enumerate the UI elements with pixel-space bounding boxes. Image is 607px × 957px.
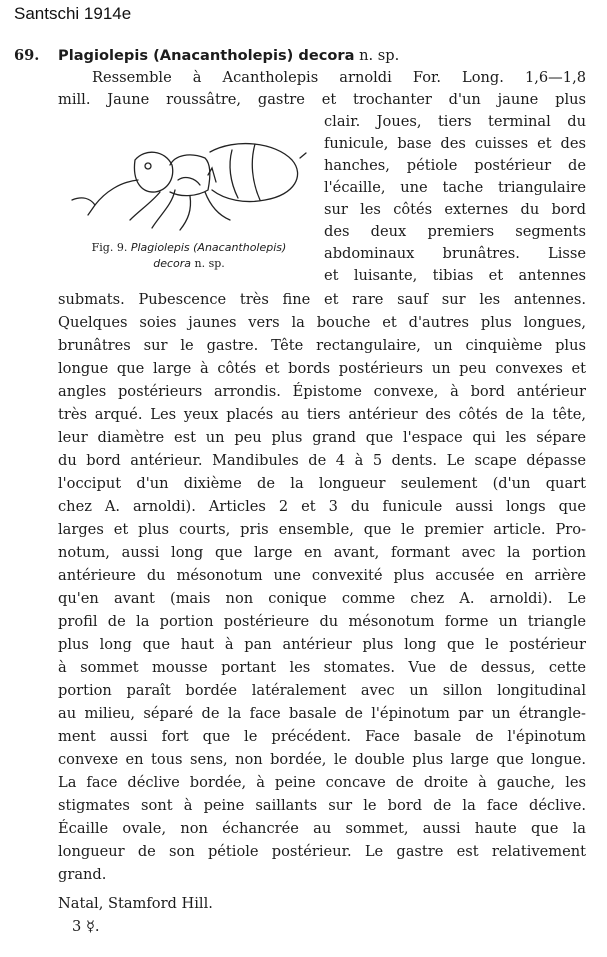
text-line: qu'en avant (mais non conique comme chez A. arnoldi). Le xyxy=(58,590,586,607)
text-line: convexe en tous sens, non bordée, le double plus large que longue. xyxy=(58,751,586,768)
text-line: et luisante, tibias et antennes xyxy=(324,267,586,284)
text-line: sur les côtés externes du bord xyxy=(324,201,586,218)
text-line: chez A. arnoldi). Articles 2 et 3 du funicule aussi longs que xyxy=(58,498,586,515)
text-line: brunâtres sur le gastre. Tête rectangulaire, un cinquième plus xyxy=(58,337,586,354)
text-line: très arqué. Les yeux placés au tiers antérieur des côtés de la tête, xyxy=(58,406,586,423)
text-line: notum, aussi long que large en avant, formant avec la portion xyxy=(58,544,586,561)
text-line: du bord antérieur. Mandibules de 4 à 5 dents. Le scape dépasse xyxy=(58,452,586,469)
text-line: ment aussi fort que le précédent. Face basale de l'épinotum xyxy=(58,728,586,745)
text-line: Écaille ovale, non échancrée au sommet, aussi haute que la xyxy=(58,820,586,837)
text-line: à sommet mousse portant les stomates. Vue de dessus, cette xyxy=(58,659,586,676)
figure-caption xyxy=(58,240,320,272)
text-line: angles postérieurs arrondis. Épistome convexe, à bord antérieur xyxy=(58,383,586,400)
entry-title xyxy=(58,47,399,64)
caption-genus: Plagiolepis (Anacantholepis) xyxy=(130,241,287,254)
text-line: clair. Joues, tiers terminal du xyxy=(324,113,586,130)
text-line: l'écaille, une tache triangulaire xyxy=(324,179,586,196)
species-status: n. sp. xyxy=(359,47,400,64)
text-line: l'occiput d'un dixième de la longueur seulement (d'un quart xyxy=(58,475,586,492)
caption-epithet: decora xyxy=(153,257,192,270)
text-line: leur diamètre est un peu plus grand que l'espace qui les sépare xyxy=(58,429,586,446)
text-line: mill. Jaune roussâtre, gastre et trochanter d'un jaune plus xyxy=(58,91,586,108)
text-line: au milieu, séparé de la face basale de l'épinotum par un étrangle- xyxy=(58,705,586,722)
text-line: portion paraît bordée latéralement avec un sillon longitudinal xyxy=(58,682,586,699)
source-label: Santschi 1914e xyxy=(14,4,132,23)
text-line: longueur de son pétiole postérieur. Le gastre est relativement xyxy=(58,843,586,860)
text-line: funicule, base des cuisses et des xyxy=(324,135,586,152)
caption-status: n. sp. xyxy=(194,257,225,270)
text-line: abdominaux brunâtres. Lisse xyxy=(324,245,586,262)
text-line: stigmates sont à peine saillants sur le bord de la face déclive. xyxy=(58,797,586,814)
text-line: antérieure du mésonotum une convexité plus accusée en arrière xyxy=(58,567,586,584)
specimen-count: 3 ☿. xyxy=(72,918,100,935)
text-line: submats. Pubescence très fine et rare sauf sur les antennes. xyxy=(58,291,586,308)
entry-number: 69. xyxy=(14,47,40,64)
text-line: Ressemble à Acantholepis arnoldi For. Long. 1,6—1,8 xyxy=(92,69,586,86)
text-line: longue que large à côtés et bords postérieurs un peu convexes et xyxy=(58,360,586,377)
caption-number: Fig. 9. xyxy=(91,241,128,254)
text-line: Quelques soies jaunes vers la bouche et d'autres plus longues, xyxy=(58,314,586,331)
text-line: La face déclive bordée, à peine concave de droite à gauche, les xyxy=(58,774,586,791)
text-line: plus long que haut à pan antérieur plus long que le postérieur xyxy=(58,636,586,653)
text-line: des deux premiers segments xyxy=(324,223,586,240)
locality: Natal, Stamford Hill. xyxy=(58,895,213,912)
text-line: larges et plus courts, pris ensemble, que le premier article. Pro- xyxy=(58,521,586,538)
text-line: profil de la portion postérieure du mésonotum forme un triangle xyxy=(58,613,586,630)
text-line: hanches, pétiole postérieur de xyxy=(324,157,586,174)
species-name: Plagiolepis (Anacantholepis) decora xyxy=(58,47,355,64)
ant-figure xyxy=(60,120,310,235)
text-line: grand. xyxy=(58,866,107,883)
